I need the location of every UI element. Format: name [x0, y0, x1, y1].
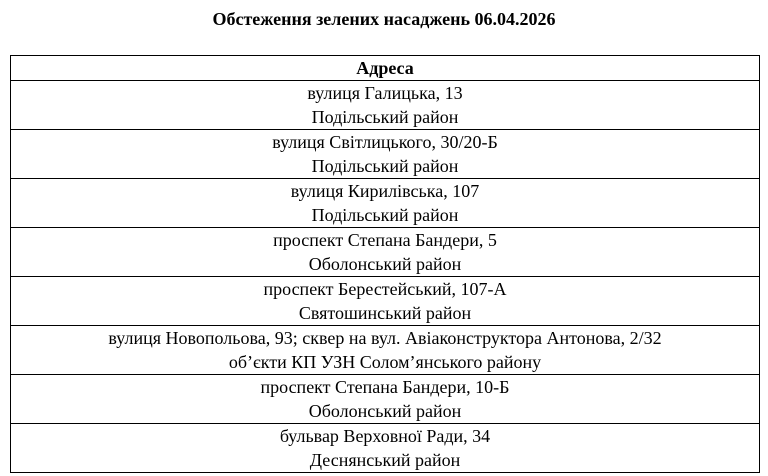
address-cell: [11, 375, 760, 424]
district-name: Оболонський район: [308, 254, 462, 274]
address-cell: [11, 130, 760, 179]
table-row: [11, 81, 760, 130]
address-cell: [11, 326, 760, 375]
street-address: проспект Степана Бандери, 10-Б: [260, 377, 510, 397]
street-address: проспект Берестейський, 107-А: [263, 279, 507, 299]
street-address: вулиця Світлицького, 30/20-Б: [272, 132, 498, 152]
address-table: [10, 55, 760, 473]
table-row: [11, 326, 760, 375]
street-address: вулиця Новопольова, 93; сквер на вул. Авіаконструктора Антонова, 2/32: [108, 328, 662, 348]
district-name: Деснянський район: [309, 450, 461, 470]
table-row: [11, 130, 760, 179]
street-address: вулиця Кирилівська, 107: [290, 181, 480, 201]
district-name: Святошинський район: [298, 303, 472, 323]
table-row: [11, 228, 760, 277]
district-name: Подільський район: [311, 107, 459, 127]
address-cell: [11, 424, 760, 473]
address-cell: [11, 81, 760, 130]
table-header-row: [11, 56, 760, 81]
document-title: Обстеження зелених насаджень 06.04.2026: [212, 9, 556, 29]
district-name: об’єкти КП УЗН Солом’янського району: [228, 352, 542, 372]
table-row: [11, 375, 760, 424]
street-address: бульвар Верховної Ради, 34: [279, 426, 491, 446]
district-name: Оболонський район: [308, 401, 462, 421]
table-row: [11, 277, 760, 326]
address-cell: [11, 277, 760, 326]
address-column-header: Адреса: [11, 56, 760, 81]
address-cell: [11, 179, 760, 228]
table-row: [11, 424, 760, 473]
table-row: [11, 179, 760, 228]
address-cell: [11, 228, 760, 277]
street-address: проспект Степана Бандери, 5: [273, 230, 497, 250]
district-name: Подільський район: [311, 156, 459, 176]
street-address: вулиця Галицька, 13: [307, 83, 463, 103]
district-name: Подільський район: [311, 205, 459, 225]
